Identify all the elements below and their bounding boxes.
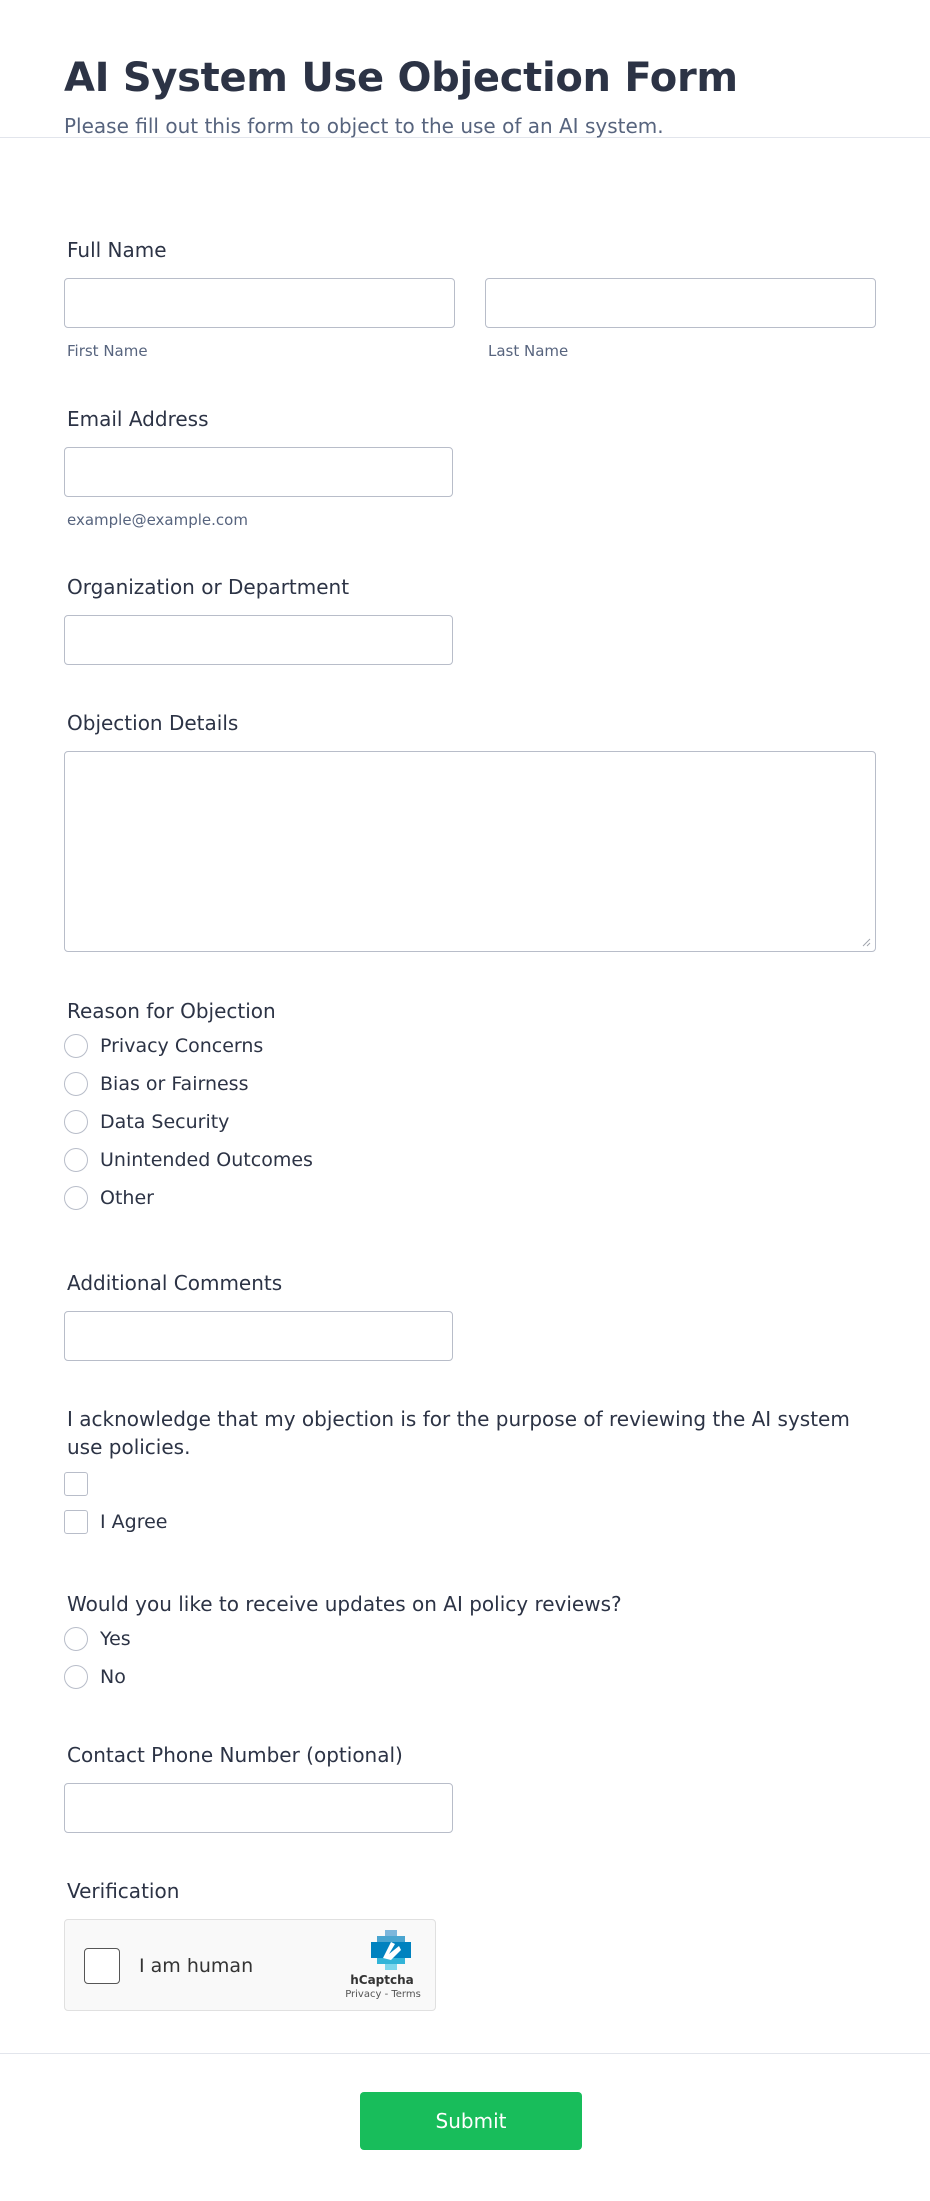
radio-button[interactable] bbox=[64, 1627, 88, 1651]
acknowledge-blank-option[interactable] bbox=[64, 1465, 876, 1503]
updates-option-yes[interactable] bbox=[64, 1620, 876, 1658]
last-name-sublabel: Last Name bbox=[488, 342, 569, 360]
verification-field bbox=[64, 1877, 876, 2011]
email-label: Email Address bbox=[67, 407, 209, 431]
submit-button[interactable]: Submit bbox=[360, 2092, 582, 2150]
reason-field bbox=[64, 997, 876, 1217]
organization-input[interactable] bbox=[64, 615, 453, 665]
updates-option-no[interactable] bbox=[64, 1658, 876, 1696]
reason-option-label: Unintended Outcomes bbox=[100, 1149, 313, 1171]
radio-button[interactable] bbox=[64, 1148, 88, 1172]
checkbox[interactable] bbox=[64, 1510, 88, 1534]
hcaptcha-logo-icon bbox=[369, 1928, 413, 1972]
reason-option[interactable] bbox=[64, 1065, 876, 1103]
email-input[interactable] bbox=[64, 447, 453, 497]
reason-option[interactable] bbox=[64, 1027, 876, 1065]
captcha-text: I am human bbox=[139, 1955, 254, 1977]
agree-label: I Agree bbox=[100, 1511, 168, 1533]
additional-comments-input[interactable] bbox=[64, 1311, 453, 1361]
reason-option[interactable] bbox=[64, 1103, 876, 1141]
email-sublabel: example@example.com bbox=[67, 511, 248, 529]
full-name-label: Full Name bbox=[67, 238, 167, 262]
reason-option-label: Bias or Fairness bbox=[100, 1073, 249, 1095]
first-name-sublabel: First Name bbox=[67, 342, 148, 360]
reason-label: Reason for Objection bbox=[67, 999, 276, 1023]
reason-option[interactable] bbox=[64, 1141, 876, 1179]
full-name-field bbox=[64, 236, 876, 361]
updates-option-label: No bbox=[100, 1666, 126, 1688]
radio-button[interactable] bbox=[64, 1110, 88, 1134]
reason-option-label: Other bbox=[100, 1187, 154, 1209]
last-name-input[interactable] bbox=[485, 278, 876, 328]
captcha-brand: hCaptcha bbox=[350, 1973, 414, 1987]
captcha-links[interactable]: Privacy - Terms bbox=[345, 1989, 421, 2000]
radio-button[interactable] bbox=[64, 1186, 88, 1210]
organization-field bbox=[64, 573, 876, 665]
page-title: AI System Use Objection Form bbox=[64, 55, 738, 101]
additional-comments-label: Additional Comments bbox=[67, 1271, 283, 1295]
radio-button[interactable] bbox=[64, 1072, 88, 1096]
checkbox[interactable] bbox=[64, 1472, 88, 1496]
verification-label: Verification bbox=[67, 1879, 180, 1903]
objection-details-label: Objection Details bbox=[67, 711, 239, 735]
form-header bbox=[0, 0, 930, 138]
updates-field bbox=[64, 1590, 876, 1696]
email-field bbox=[64, 405, 876, 530]
updates-option-label: Yes bbox=[100, 1628, 131, 1650]
reason-option-label: Data Security bbox=[100, 1111, 230, 1133]
radio-button[interactable] bbox=[64, 1034, 88, 1058]
phone-label: Contact Phone Number (optional) bbox=[67, 1743, 403, 1767]
captcha-checkbox[interactable] bbox=[84, 1948, 120, 1984]
hcaptcha-widget bbox=[64, 1919, 436, 2011]
phone-field bbox=[64, 1741, 876, 1833]
radio-button[interactable] bbox=[64, 1665, 88, 1689]
acknowledge-label: I acknowledge that my objection is for the purpose of reviewing the AI system use policies. bbox=[67, 1407, 850, 1459]
acknowledge-agree-option[interactable] bbox=[64, 1503, 876, 1541]
reason-option-label: Privacy Concerns bbox=[100, 1035, 264, 1057]
page-subtitle: Please fill out this form to object to the use of an AI system. bbox=[64, 114, 664, 138]
first-name-input[interactable] bbox=[64, 278, 455, 328]
objection-details-field bbox=[64, 709, 876, 952]
organization-label: Organization or Department bbox=[67, 575, 350, 599]
additional-comments-field bbox=[64, 1269, 876, 1361]
acknowledge-field bbox=[64, 1405, 876, 1541]
objection-details-textarea[interactable] bbox=[64, 751, 876, 952]
updates-label: Would you like to receive updates on AI policy reviews? bbox=[67, 1592, 622, 1616]
phone-input[interactable] bbox=[64, 1783, 453, 1833]
reason-option[interactable] bbox=[64, 1179, 876, 1217]
form-footer bbox=[0, 2053, 930, 2201]
resize-handle-icon[interactable] bbox=[861, 937, 871, 947]
